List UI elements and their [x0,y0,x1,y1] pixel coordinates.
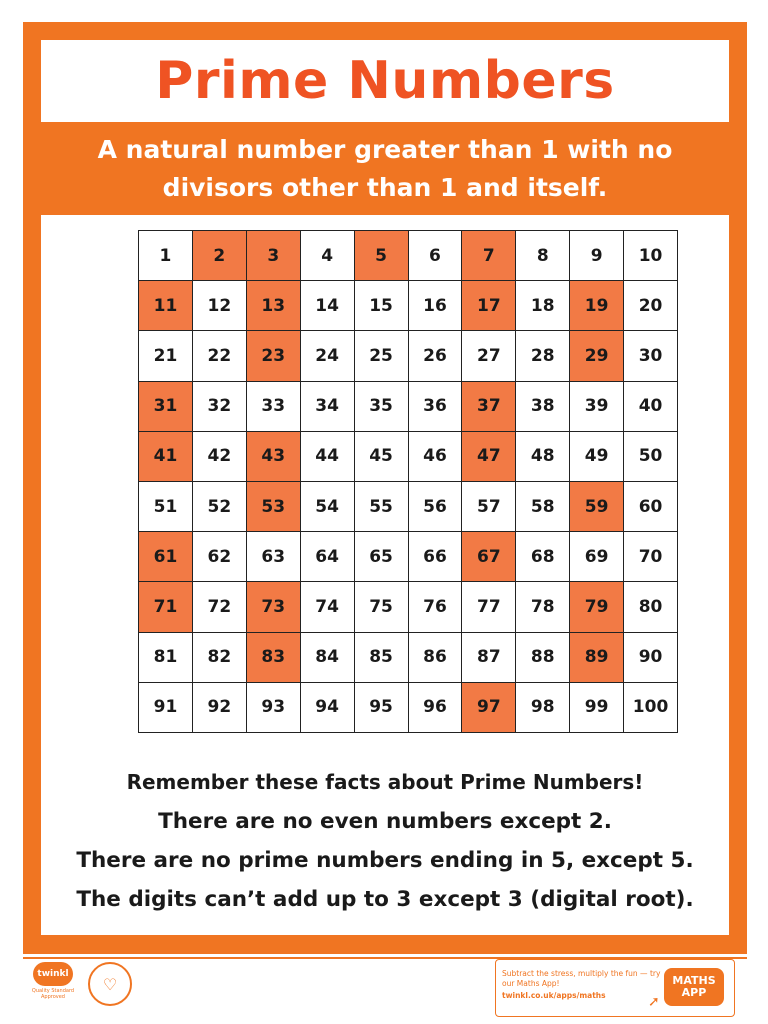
grid-cell: 75 [355,582,409,632]
grid-cell-prime: 17 [462,281,516,331]
grid-cell: 49 [570,432,624,482]
twinkl-caption: Quality Standard Approved [31,988,75,1000]
heart-icon: ♡ [102,974,118,994]
grid-cell-prime: 47 [462,432,516,482]
cursor-icon: ➚ [648,994,660,1010]
fact-line-digital-root: The digits can’t add up to 3 except 3 (digital root). [76,887,694,912]
grid-cell: 36 [409,382,463,432]
grid-cell: 16 [409,281,463,331]
grid-cell: 64 [301,532,355,582]
grid-cell: 94 [301,683,355,733]
grid-cell: 33 [247,382,301,432]
grid-cell: 52 [193,482,247,532]
grid-cell-prime: 67 [462,532,516,582]
app-badge-line2: APP [681,986,707,999]
grid-cell: 44 [301,432,355,482]
grid-cell-prime: 2 [193,231,247,281]
grid-cell-prime: 41 [139,432,193,482]
grid-cell: 18 [516,281,570,331]
fact-line-five: There are no prime numbers ending in 5, except 5. [76,848,694,873]
grid-cell: 15 [355,281,409,331]
grid-cell: 25 [355,331,409,381]
grid-cell: 24 [301,331,355,381]
facts-block [41,763,729,919]
grid-cell-prime: 89 [570,633,624,683]
grid-cell-prime: 3 [247,231,301,281]
grid-cell: 9 [570,231,624,281]
grid-cell: 42 [193,432,247,482]
grid-cell: 48 [516,432,570,482]
grid-cell: 30 [624,331,678,381]
grid-cell: 60 [624,482,678,532]
hundred-square-grid [138,230,678,733]
grid-cell: 57 [462,482,516,532]
grid-cell: 82 [193,633,247,683]
grid-cell-prime: 31 [139,382,193,432]
grid-cell-prime: 37 [462,382,516,432]
grid-cell: 88 [516,633,570,683]
grid-cell: 34 [301,382,355,432]
grid-cell-prime: 23 [247,331,301,381]
grid-cell: 70 [624,532,678,582]
grid-cell: 51 [139,482,193,532]
grid-cell: 38 [516,382,570,432]
grid-cell: 22 [193,331,247,381]
grid-cell-prime: 5 [355,231,409,281]
grid-cell: 90 [624,633,678,683]
grid-cell: 76 [409,582,463,632]
grid-cell: 95 [355,683,409,733]
grid-cell: 27 [462,331,516,381]
grid-cell: 54 [301,482,355,532]
grid-cell-prime: 11 [139,281,193,331]
grid-cell: 87 [462,633,516,683]
grid-cell: 63 [247,532,301,582]
grid-cell: 55 [355,482,409,532]
poster-frame [23,22,747,954]
grid-cell: 4 [301,231,355,281]
app-badge-line1: MATHS [672,974,716,987]
grid-cell: 74 [301,582,355,632]
grid-cell-prime: 7 [462,231,516,281]
grid-cell: 99 [570,683,624,733]
grid-cell-prime: 59 [570,482,624,532]
grid-cell-prime: 61 [139,532,193,582]
grid-cell: 86 [409,633,463,683]
facts-heading: Remember these facts about Prime Numbers! [126,770,644,794]
twinkl-logo: twinkl [33,962,73,986]
grid-cell: 78 [516,582,570,632]
definition-text: A natural number greater than 1 with no divisors other than 1 and itself. [97,135,673,202]
page-title: Prime Numbers [155,51,615,111]
maths-app-promo[interactable] [495,959,735,1017]
grid-cell: 100 [624,683,678,733]
grid-cell: 66 [409,532,463,582]
grid-cell-prime: 53 [247,482,301,532]
grid-cell: 10 [624,231,678,281]
grid-cell: 32 [193,382,247,432]
grid-cell: 12 [193,281,247,331]
grid-cell: 56 [409,482,463,532]
teacher-created-badge [88,962,132,1006]
grid-cell: 45 [355,432,409,482]
twinkl-quality-badge [30,962,76,1008]
grid-cell: 81 [139,633,193,683]
footer [0,954,768,1024]
title-box [41,40,729,122]
grid-cell: 62 [193,532,247,582]
grid-cell: 26 [409,331,463,381]
grid-cell-prime: 79 [570,582,624,632]
grid-cell: 69 [570,532,624,582]
grid-cell: 93 [247,683,301,733]
grid-cell: 14 [301,281,355,331]
promo-link[interactable]: twinkl.co.uk/apps/maths [502,991,606,1000]
grid-cell: 58 [516,482,570,532]
grid-cell: 35 [355,382,409,432]
grid-cell: 68 [516,532,570,582]
grid-cell-prime: 29 [570,331,624,381]
grid-cell: 1 [139,231,193,281]
grid-cell: 6 [409,231,463,281]
grid-cell: 98 [516,683,570,733]
grid-cell-prime: 43 [247,432,301,482]
grid-cell-prime: 19 [570,281,624,331]
grid-cell: 39 [570,382,624,432]
grid-cell: 91 [139,683,193,733]
grid-cell: 84 [301,633,355,683]
grid-cell: 65 [355,532,409,582]
grid-cell: 21 [139,331,193,381]
grid-cell: 92 [193,683,247,733]
grid-cell: 80 [624,582,678,632]
grid-cell: 28 [516,331,570,381]
grid-cell: 96 [409,683,463,733]
grid-cell: 20 [624,281,678,331]
maths-app-badge[interactable] [664,968,724,1006]
grid-cell: 8 [516,231,570,281]
grid-cell-prime: 73 [247,582,301,632]
grid-cell: 46 [409,432,463,482]
content-panel [41,215,729,935]
grid-cell: 77 [462,582,516,632]
grid-cell: 85 [355,633,409,683]
grid-cell: 72 [193,582,247,632]
fact-line-even: There are no even numbers except 2. [158,809,612,834]
promo-text: Subtract the stress, multiply the fun — try our Maths App! [502,969,661,988]
grid-cell: 40 [624,382,678,432]
grid-cell: 50 [624,432,678,482]
grid-cell-prime: 71 [139,582,193,632]
grid-cell-prime: 13 [247,281,301,331]
grid-cell-prime: 97 [462,683,516,733]
grid-cell-prime: 83 [247,633,301,683]
